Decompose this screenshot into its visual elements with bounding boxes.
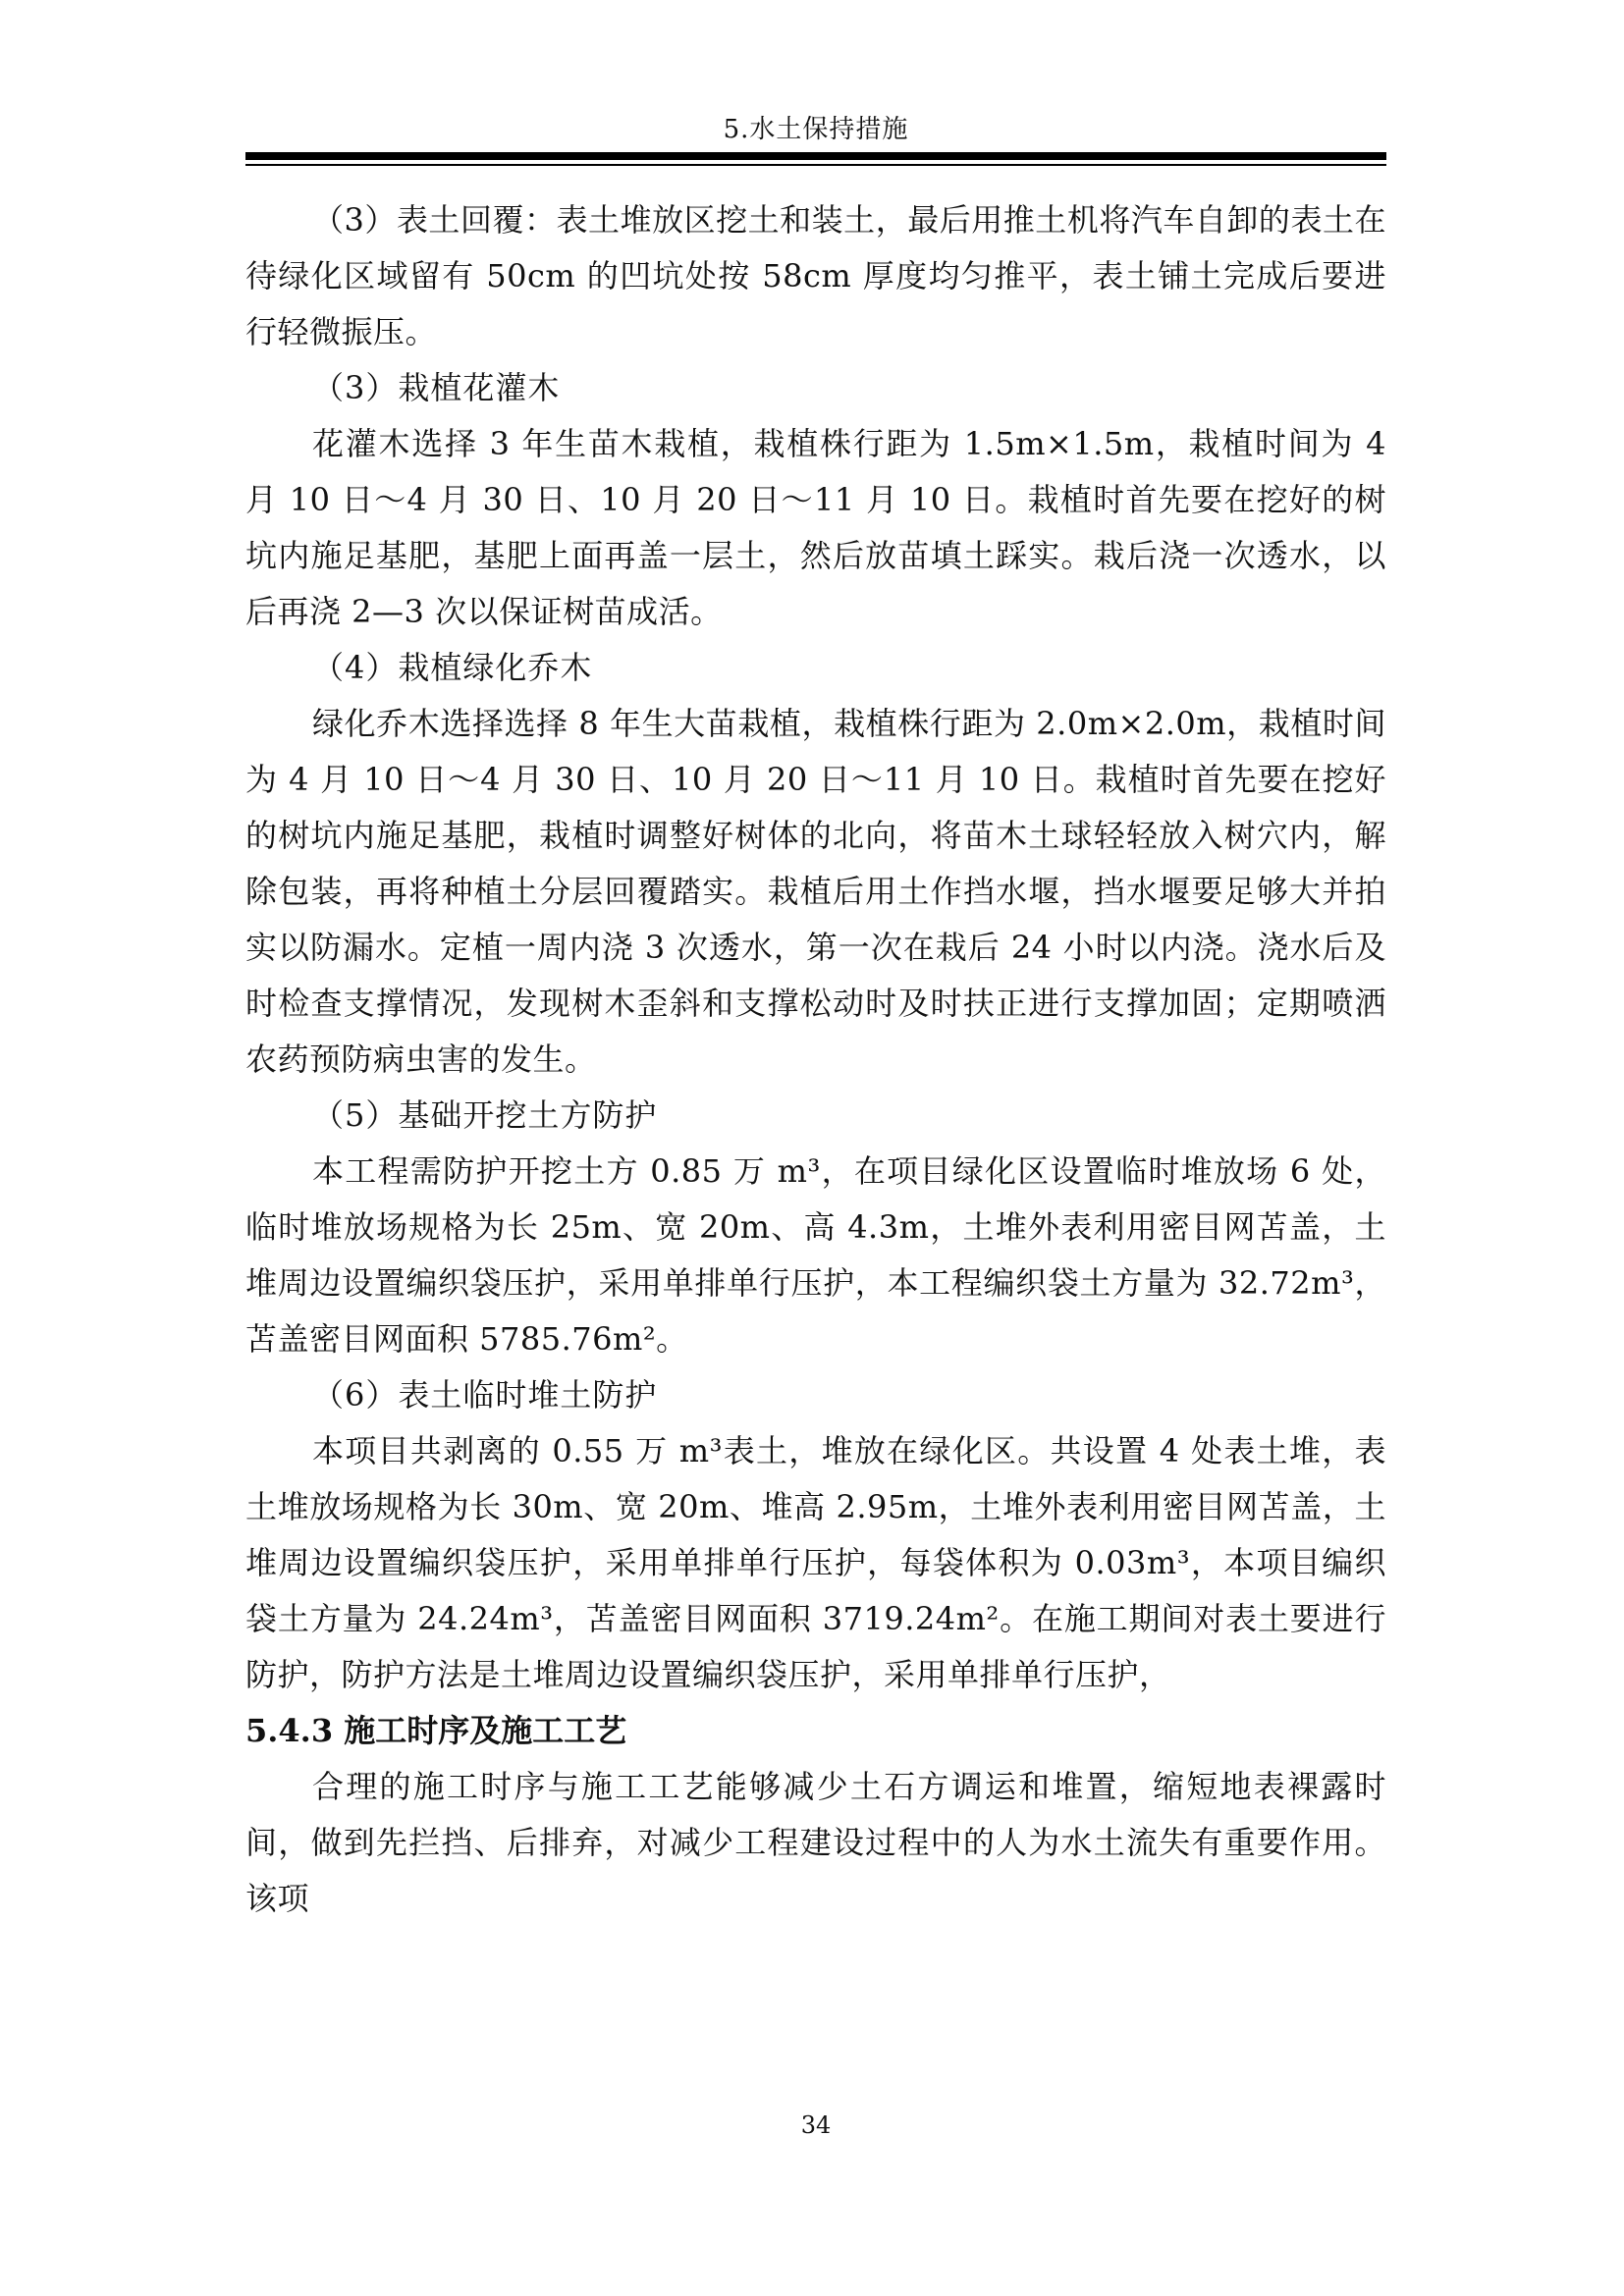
running-header: 5.水土保持措施 [723, 115, 909, 144]
paragraph-topsoil-protection: 本项目共剥离的 0.55 万 m³表土，堆放在绿化区。共设置 4 处表土堆，表土堆放场规格为长 30m、宽 20m、堆高 2.95m，土堆外表利用密目网苫盖，土堆周边设置编织袋压护，采用单排单行压护，每袋体积为 0.03m³，本项目编织袋土方量为 24.24m³，苫盖密目网面积 3719.24m²。在施工期间对表土要进行防护，防护方法是土堆周边设置编织袋压护，采用单排单行压护， [245, 1432, 1386, 1693]
paragraph-shrub-planting: 花灌木选择 3 年生苗木栽植，栽植株行距为 1.5m×1.5m，栽植时间为 4 月 10 日～4 月 30 日、10 月 20 日～11 月 10 日。栽植时首先要在挖好的树坑内施足基肥，基肥上面再盖一层土，然后放苗填土踩实。栽后浇一次透水，以后再浇 2—3 次以保证树苗成活。 [245, 425, 1386, 630]
subheading-excavation-protection: （5）基础开挖土方防护 [312, 1096, 658, 1134]
subheading-tree-planting: （4）栽植绿化乔木 [312, 649, 593, 686]
paragraph-construction-sequence: 合理的施工时序与施工工艺能够减少土石方调运和堆置，缩短地表裸露时间，做到先拦挡、后排弃，对减少工程建设过程中的人为水土流失有重要作用。该项 [245, 1768, 1386, 1917]
paragraph-topsoil-backfill: （3）表土回覆：表土堆放区挖土和装土，最后用推土机将汽车自卸的表土在待绿化区域留有 50cm 的凹坑处按 58cm 厚度均匀推平，表土铺土完成后要进行轻微振压。 [245, 201, 1386, 350]
document-body [245, 192, 1386, 1927]
subheading-shrub-planting: （3）栽植花灌木 [312, 369, 561, 406]
section-heading: 5.4.3 施工时序及施工工艺 [245, 1712, 627, 1749]
paragraph-excavation-protection: 本工程需防护开挖土方 0.85 万 m³，在项目绿化区设置临时堆放场 6 处，临时堆放场规格为长 25m、宽 20m、高 4.3m，土堆外表利用密目网苫盖，土堆周边设置编织袋压护，采用单排单行压护，本工程编织袋土方量为 32.72m³，苫盖密目网面积 5785.76m²。 [245, 1152, 1386, 1358]
paragraph-tree-planting: 绿化乔木选择选择 8 年生大苗栽植，栽植株行距为 2.0m×2.0m，栽植时间为 4 月 10 日～4 月 30 日、10 月 20 日～11 月 10 日。栽植时首先要在挖好的树坑内施足基肥，栽植时调整好树体的北向，将苗木土球轻轻放入树穴内，解除包装，再将种植土分层回覆踏实。栽植后用土作挡水堰，挡水堰要足够大并拍实以防漏水。定植一周内浇 3 次透水，第一次在栽后 24 小时以内浇。浇水后及时检查支撑情况，发现树木歪斜和支撑松动时及时扶正进行支撑加固；定期喷洒农药预防病虫害的发生。 [245, 705, 1386, 1078]
header-rule-thick [245, 152, 1386, 160]
page-number: 34 [800, 2111, 832, 2139]
header-rule-thin [245, 164, 1386, 166]
subheading-topsoil-protection: （6）表土临时堆土防护 [312, 1376, 658, 1414]
